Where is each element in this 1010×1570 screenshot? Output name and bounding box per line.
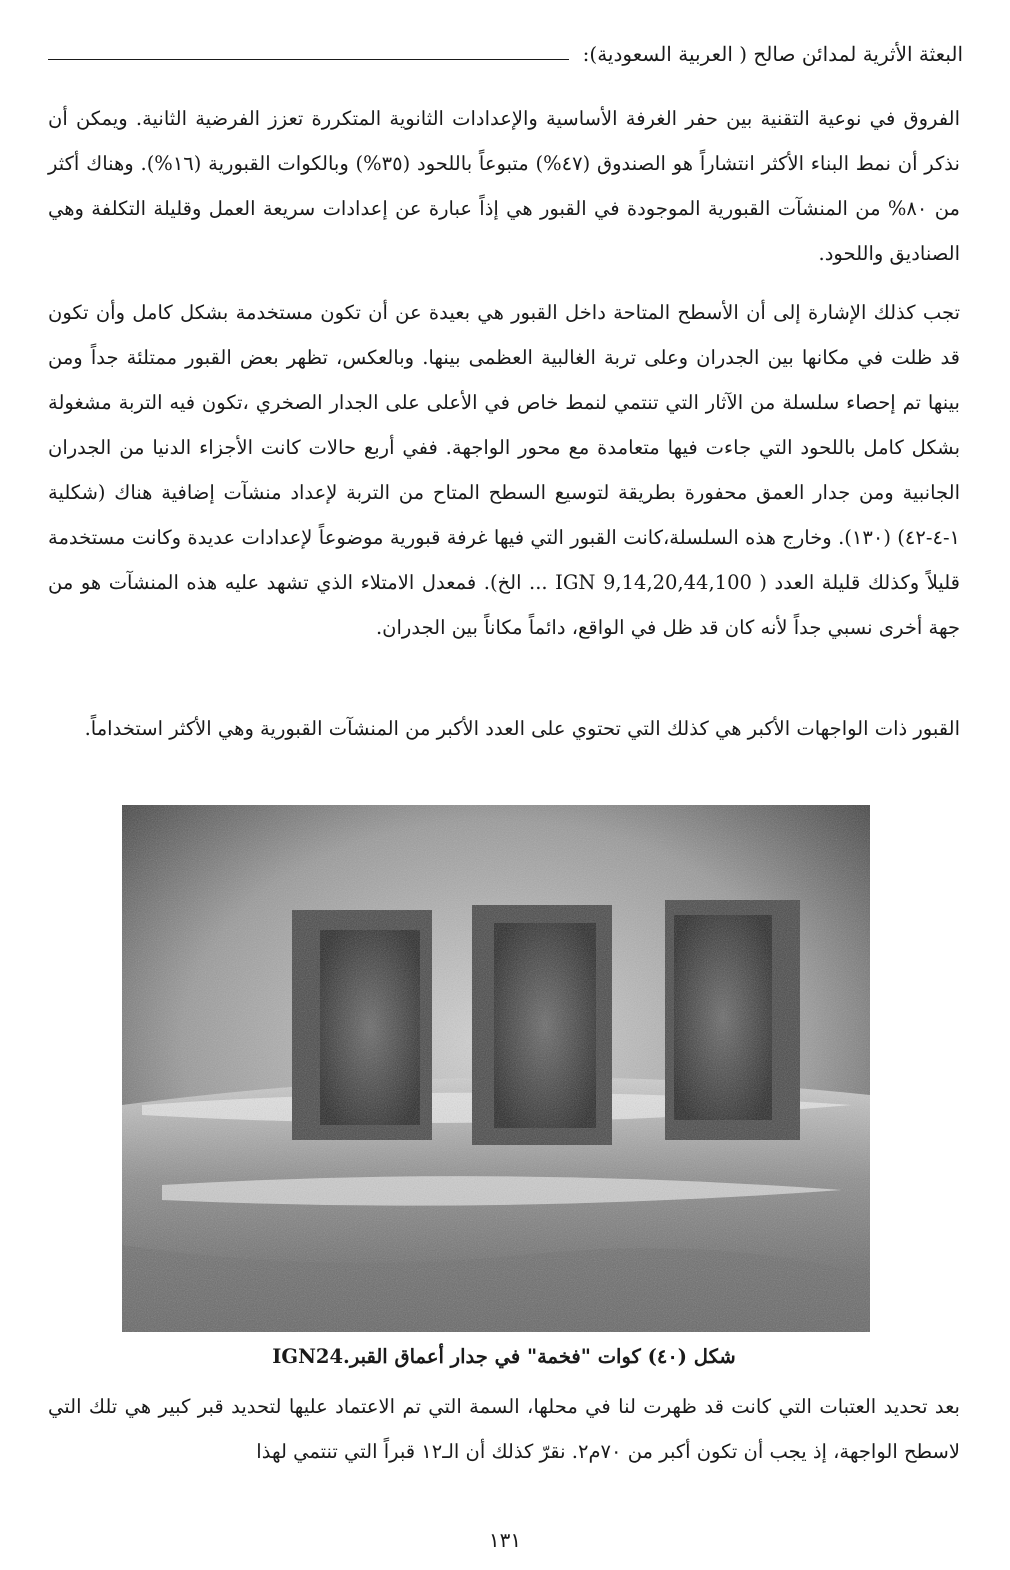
running-header — [48, 26, 963, 66]
figure-caption: IGN24.شكل (٤٠) كوات "فخمة" في جدار أعماق القبر — [272, 1345, 736, 1368]
paragraph-2 — [48, 290, 960, 650]
paragraph-text: بعد تحديد العتبات التي كانت قد ظهرت لنا في محلها، السمة التي تم الاعتماد عليها لتحديد قبر كبير هي تلك التي لاسطح الواجهة، إذ يجب أن تكون أكبر من ٧٠م٢. نقرّ كذلك أن الـ١٢ قبراً التي تنتمي لهذا — [48, 1395, 960, 1463]
header-title: البعثة الأثرية لمدائن صالح ( العربية السعودية): — [582, 42, 963, 66]
paragraph-text: الفروق في نوعية التقنية بين حفر الغرفة الأساسية والإعدادات الثانوية المتكررة تعزز الفرضية الثانية. ويمكن أن نذكر أن نمط البناء الأكثر انتشاراً هو الصندوق (٤٧%) متبوعاً باللحود (٣٥%) وبالكوات القبورية (١٦%). وهناك أكثر من ٨٠% من المنشآت القبورية الموجودة في القبور هي إذاً عبارة عن إعدادات سريعة العمل وقليلة التكلفة وهي الصناديق واللحود. — [48, 107, 960, 265]
paragraph-1 — [48, 96, 960, 276]
page-number: ١٣١ — [488, 1528, 522, 1552]
paragraph-text: القبور ذات الواجهات الأكبر هي كذلك التي تحتوي على العدد الأكبر من المنشآت القبورية وهي الأكثر استخداماً. — [84, 717, 960, 740]
paragraph-3 — [48, 706, 960, 751]
paragraph-4 — [48, 1384, 960, 1474]
tomb-niches-photo — [122, 805, 870, 1332]
header-rule — [48, 59, 569, 60]
photo-illustration — [122, 805, 870, 1332]
paragraph-text: تجب كذلك الإشارة إلى أن الأسطح المتاحة داخل القبور هي بعيدة عن أن تكون مستخدمة بشكل كامل وأن تكون قد ظلت في مكانها بين الجدران وعلى تربة الغالبية العظمى بينها. وبالعكس، تظهر بعض القبور ممتلئة جداً ومن بينها تم إحصاء سلسلة من الآثار التي تنتمي لنمط خاص في الأعلى على الجدار الصخري ،تكون فيه التربة مشغولة بشكل كامل باللحود التي جاءت فيها متعامدة مع محور الواجهة. ففي أربع حالات كانت الأجزاء الدنيا من الجدران الجانبية ومن جدار العمق محفورة بطريقة لتوسيع السطح المتاح من التربة لإعداد منشآت إضافية هناك (شكلية ١-٤-٤٢) (١٣٠). وخارج هذه السلسلة،كانت القبور التي فيها غرفة قبورية موضوعاً لإعدادات عديدة وكانت مستخدمة قليلاً وكذلك قليلة العدد ( IGN 9,14,20,44,100 ... الخ). فمعدل الامتلاء الذي تشهد عليه هذه المنشآت هو من جهة أخرى نسبي جداً لأنه كان قد ظل في الواقع، دائماً مكاناً بين الجدران. — [48, 301, 961, 639]
